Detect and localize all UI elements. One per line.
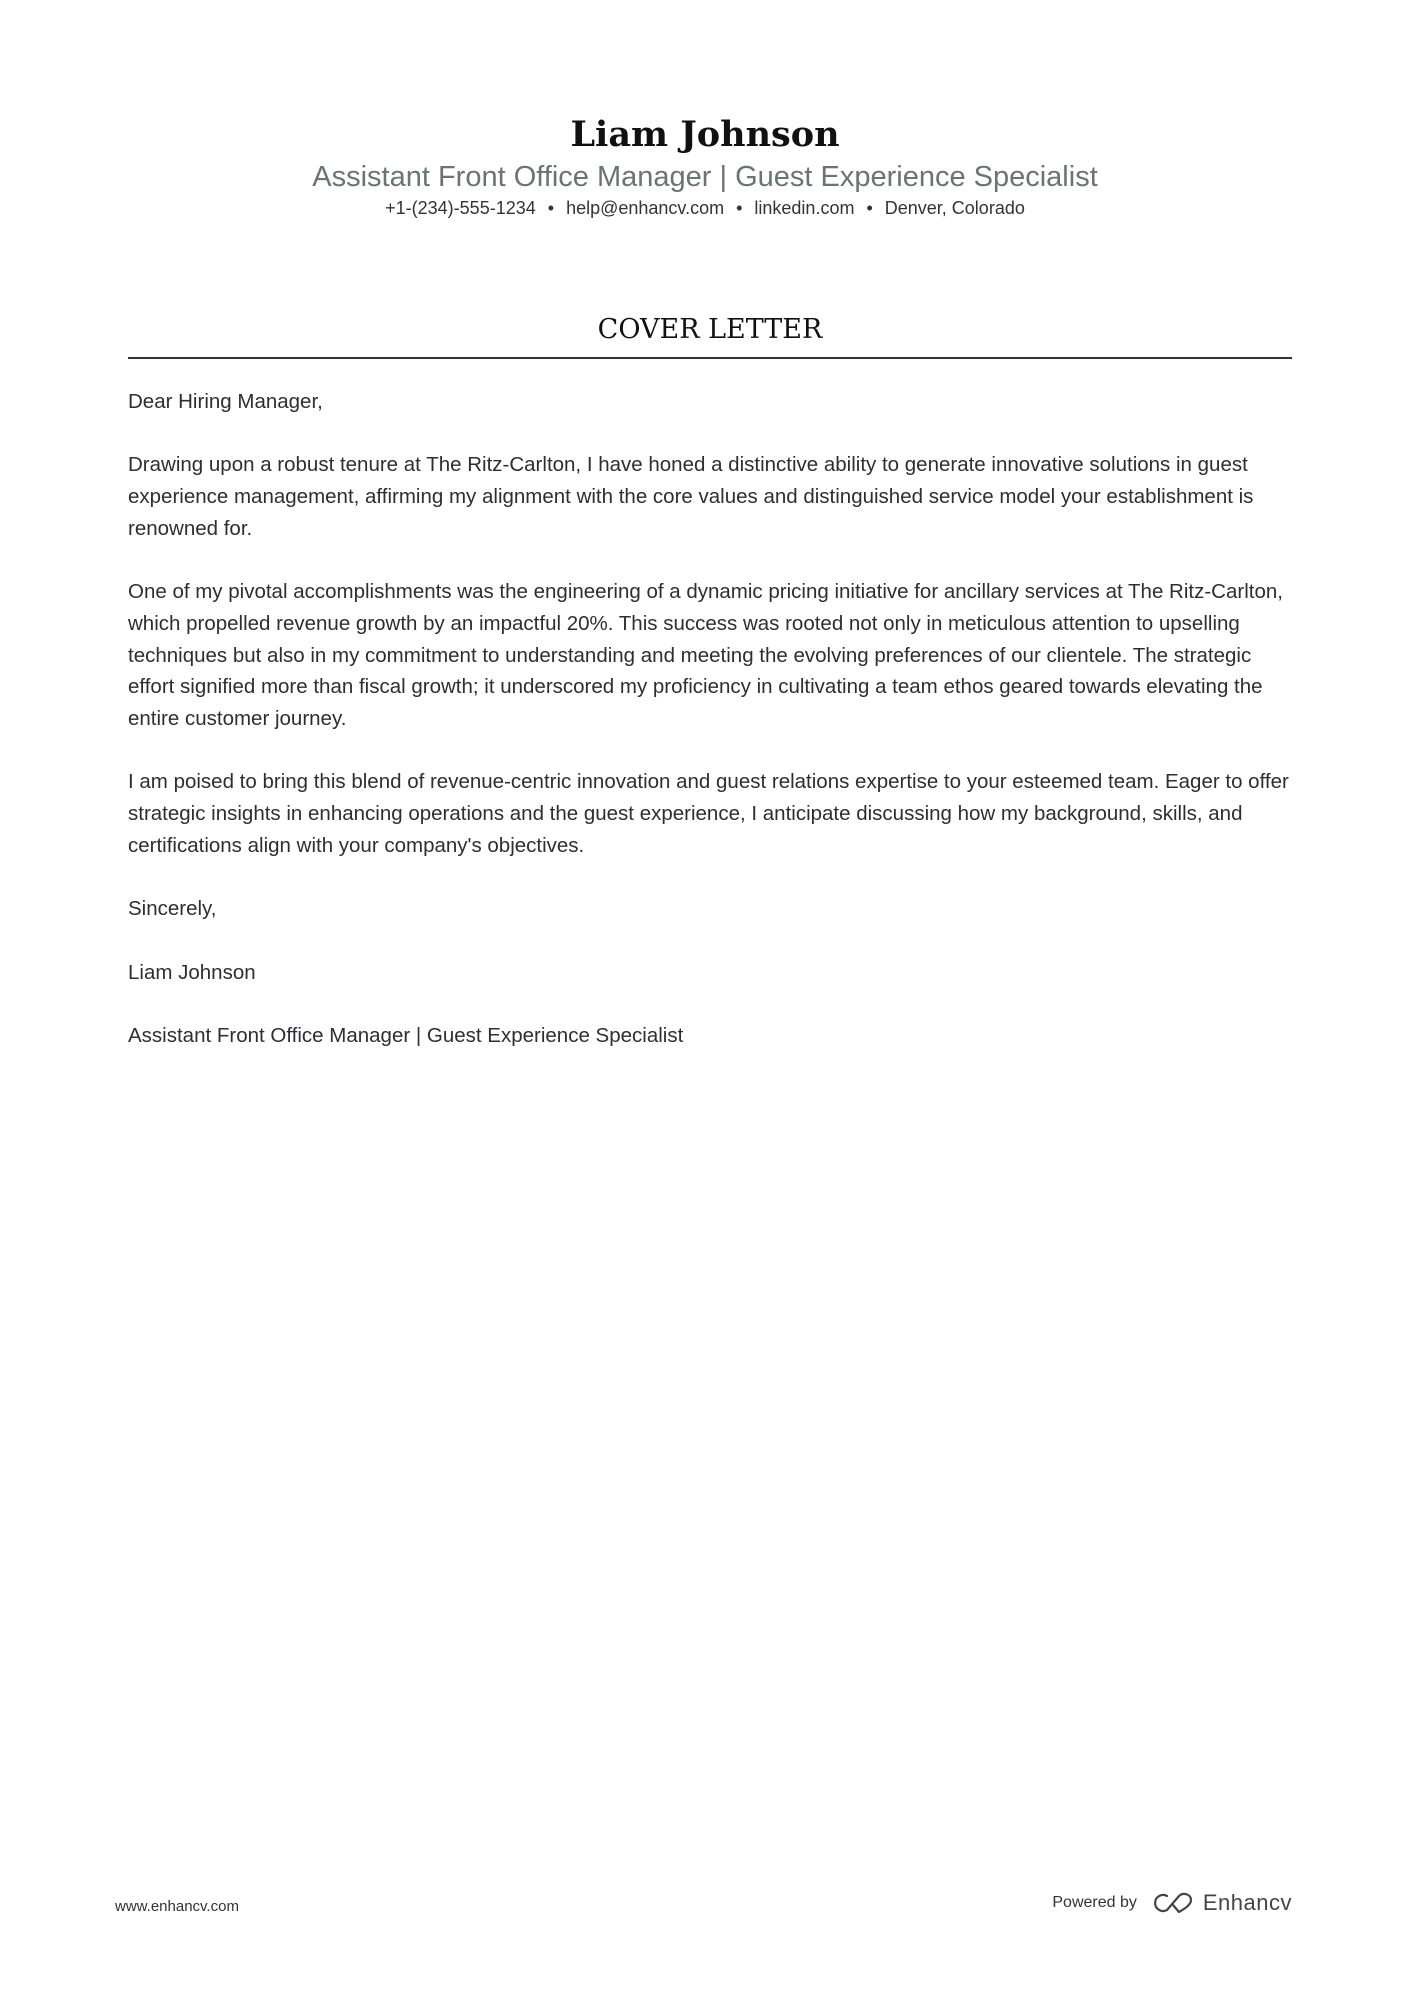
section-divider <box>128 357 1292 359</box>
paragraph: One of my pivotal accomplishments was the engineering of a dynamic pricing initiative for ancillary services at The Ritz-Carlton, which propelled revenue growth by an impactful 20%. This success was rooted not only in meticulous attention to upselling techniques but also in my commitment to understanding and meeting the evolving preferences of our clientele. The strategic effort signified more than fiscal growth; it underscored my proficiency in cultivating a team ethos geared towards elevating the entire customer journey. <box>128 580 1283 730</box>
resume-header <box>0 112 1410 220</box>
applicant-name: Liam Johnson <box>570 114 840 155</box>
footer-website[interactable]: www.enhancv.com <box>115 1898 239 1915</box>
section-title: COVER LETTER <box>597 314 823 345</box>
separator: • <box>736 198 743 218</box>
paragraph: Drawing upon a robust tenure at The Ritz-Carlton, I have honed a distinctive ability to generate innovative solutions in guest experience management, affirming my alignment with the core values and distinguished service model your establishment is renowned for. <box>128 453 1254 540</box>
letter-body <box>128 386 1292 1083</box>
contact-linkedin[interactable]: linkedin.com <box>754 198 855 218</box>
closing: Sincerely, <box>128 897 217 921</box>
contact-location: Denver, Colorado <box>884 198 1025 218</box>
paragraph: I am poised to bring this blend of revenue-centric innovation and guest relations expertise to your esteemed team. Eager to offer strategic insights in enhancing operations and the guest experience, I anticipate discussing how my background, skills, and certifications align with your company's objectives. <box>128 770 1289 857</box>
powered-by-label: Powered by <box>1052 1894 1137 1911</box>
enhancv-logo-icon <box>1151 1891 1195 1915</box>
separator: • <box>547 198 555 218</box>
greeting: Dear Hiring Manager, <box>128 390 323 413</box>
contact-line <box>0 196 1410 220</box>
separator: • <box>866 198 873 218</box>
contact-phone: +1-(234)-555-1234 <box>385 198 536 218</box>
brand-name: Enhancv <box>1202 1890 1292 1915</box>
applicant-title: Assistant Front Office Manager | Guest Experience Specialist <box>312 161 1098 193</box>
signature-name: Liam Johnson <box>128 960 256 984</box>
powered-by[interactable] <box>1052 1890 1292 1916</box>
contact-email[interactable]: help@enhancv.com <box>566 198 725 218</box>
signature-title: Assistant Front Office Manager | Guest Experience Specialist <box>128 1023 684 1047</box>
brand-logo <box>1151 1890 1292 1916</box>
